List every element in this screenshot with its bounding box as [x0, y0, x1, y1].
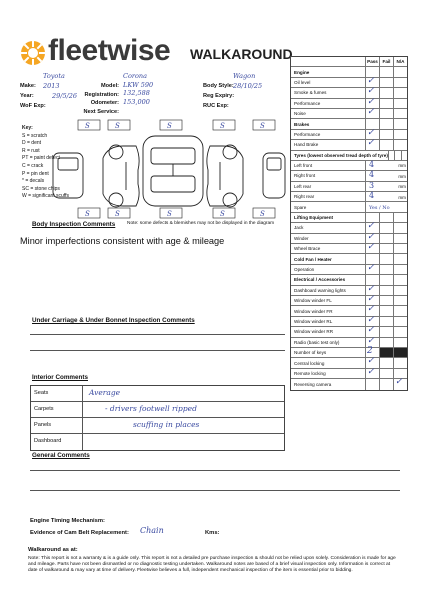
tick-mark: ✓	[367, 293, 375, 304]
field-value: Wagon	[233, 72, 256, 80]
tick-mark: ✓	[395, 377, 403, 388]
comment-line	[30, 470, 400, 471]
checklist-cell	[393, 119, 407, 128]
field-value: 153,000	[123, 97, 150, 106]
checklist-row	[291, 127, 407, 140]
interior-label: Seats	[31, 386, 83, 401]
checklist-label: Radio (basic test only)	[294, 339, 340, 345]
walkaround-date-label: Walkaround as at:	[28, 547, 78, 553]
body-inspection-title: Body Inspection Comments	[32, 221, 116, 228]
key-item: R = rust	[22, 147, 40, 154]
checklist-row	[291, 283, 407, 296]
tick-mark: ✓	[367, 96, 375, 107]
checklist-cell	[393, 67, 407, 76]
checklist-row	[291, 96, 407, 109]
tread-value: 4	[369, 191, 375, 201]
tick-mark: ✓	[367, 314, 375, 325]
diagram-mark: S	[85, 210, 90, 218]
brand-name: fleetwise	[48, 34, 171, 67]
checklist-label: Brakes	[294, 121, 310, 127]
body-inspection-comment: Minor imperfections consistent with age & mileage	[20, 236, 225, 246]
checklist-label: Window winder RR	[294, 329, 334, 335]
checklist-na-cell[interactable]	[393, 296, 407, 305]
vehicle-info-mid	[83, 72, 154, 115]
checklist-section	[291, 275, 407, 285]
checklist-na-cell[interactable]	[393, 234, 407, 243]
cam-belt-label: Evidence of Cam Belt Replacement:	[30, 530, 129, 536]
col-pass: Pass	[365, 57, 379, 66]
checklist-label: Wheel Brace	[294, 246, 321, 252]
checklist-fail-cell[interactable]	[379, 109, 393, 118]
checklist-label: Number of keys	[294, 350, 327, 356]
tread-cell	[365, 161, 407, 170]
checklist-label: Left rear	[294, 183, 312, 189]
checklist-fail-cell[interactable]	[379, 88, 393, 97]
tread-unit: mm	[398, 163, 406, 169]
diagram-mark: S	[167, 210, 172, 218]
tread-cell	[365, 171, 407, 180]
tread-cell	[365, 192, 407, 201]
checklist-label: Central locking	[294, 360, 325, 366]
fleetwise-logo-icon	[20, 40, 46, 66]
diagram-mark: S	[85, 122, 90, 130]
tread-unit: mm	[398, 194, 406, 200]
checklist-label: Tyres (lowest observed tread depth of tyre)	[294, 152, 388, 158]
checklist-row	[291, 182, 407, 192]
checklist-label: Performance	[294, 100, 321, 106]
checklist-row	[291, 140, 407, 150]
interior-table	[30, 385, 285, 451]
checklist-label: Smoke & fumes	[294, 90, 327, 96]
checklist-na-cell[interactable]	[393, 306, 407, 315]
tick-mark: ✓	[367, 325, 375, 336]
tick-mark: ✓	[367, 335, 375, 346]
field-label: WoF Exp:	[20, 103, 46, 109]
checklist-na-cell[interactable]	[393, 223, 407, 232]
tick-mark: ✓	[367, 221, 375, 232]
tread-value: 3	[369, 180, 375, 190]
field-label: RUC Exp:	[203, 103, 229, 109]
tread-cell	[365, 182, 407, 191]
checklist-fail-cell[interactable]	[379, 348, 393, 357]
document-title: WALKAROUND	[190, 46, 293, 62]
checklist-row	[291, 327, 407, 337]
checklist-fail-cell[interactable]	[379, 223, 393, 232]
checklist-row	[291, 161, 407, 171]
field-value: 132,588	[123, 89, 150, 97]
field-label: Body Style:	[203, 83, 234, 89]
tick-mark: ✓	[367, 127, 375, 138]
checklist-label: Spare	[294, 204, 307, 210]
checklist-cell	[393, 254, 407, 263]
field-label: Odometer:	[90, 100, 119, 106]
checklist-cell	[379, 275, 393, 284]
checklist-na-cell[interactable]	[393, 317, 407, 326]
checklist-fail-cell[interactable]	[379, 379, 393, 389]
checklist-pass-cell[interactable]	[365, 262, 379, 274]
diagram-mark: S	[220, 210, 225, 218]
checklist-fail-cell[interactable]	[379, 99, 393, 108]
field-label: Registration:	[84, 91, 119, 98]
checklist-na-cell[interactable]	[393, 78, 407, 87]
checklist-label: Performance	[294, 131, 321, 137]
checklist-label: Window winder FL	[294, 298, 332, 304]
checklist-label: Right rear	[294, 194, 315, 200]
tick-mark: ✓	[367, 231, 375, 242]
checklist-na-cell[interactable]	[393, 379, 407, 389]
checklist-fail-cell[interactable]	[379, 140, 393, 149]
engine-timing-label: Engine Timing Mechanism:	[30, 518, 105, 524]
diagram-mark: S	[115, 210, 120, 218]
checklist-row	[291, 75, 407, 88]
checklist-label: Electrical / Accessories	[294, 277, 346, 283]
checklist-pass-cell[interactable]	[365, 140, 379, 149]
checklist-row	[291, 106, 407, 119]
checklist-label: Operation	[294, 267, 315, 272]
checklist-label: Oil level	[294, 79, 311, 85]
checklist-fail-cell[interactable]	[379, 358, 393, 367]
checklist-cell	[379, 213, 393, 222]
field-label: Next Service:	[83, 108, 119, 115]
diagram-mark: S	[115, 122, 120, 130]
checklist-row	[291, 262, 407, 275]
diagram-mark: S	[260, 210, 265, 218]
checklist-label: Winder	[294, 235, 309, 241]
checklist-row	[291, 293, 407, 306]
checklist-cell	[393, 275, 407, 284]
checklist-fail-cell[interactable]	[379, 327, 393, 336]
checklist-label: Window winder RL	[294, 318, 333, 324]
interior-value: scuffing in places	[133, 420, 200, 429]
checklist-fail-cell[interactable]	[379, 338, 393, 347]
col-na: N/A	[393, 57, 407, 66]
checklist-section	[291, 213, 407, 223]
key-item: P = pin dent	[22, 170, 49, 177]
checklist-cell	[379, 119, 393, 128]
checklist-cell	[379, 67, 393, 76]
tick-mark: ✓	[367, 283, 375, 294]
checklist-label: Window winder FR	[294, 308, 333, 314]
checklist-row	[291, 314, 407, 327]
checklist-label: Dashboard warning lights	[294, 287, 346, 293]
checklist-fail-cell[interactable]	[379, 296, 393, 305]
tick-mark: ✓	[367, 356, 375, 367]
field-label: Model:	[100, 83, 119, 89]
key-item: C = crack	[22, 162, 44, 169]
checklist-row	[291, 223, 407, 233]
checklist-section	[291, 254, 407, 264]
checklist-label: Left front	[294, 163, 313, 169]
checklist-row	[291, 171, 407, 181]
checklist-section	[291, 119, 407, 129]
checklist-row	[291, 244, 407, 254]
field-label: Make:	[20, 83, 36, 89]
field-value: 2013	[43, 82, 60, 90]
comment-line	[30, 490, 400, 491]
checklist-section	[291, 67, 407, 77]
field-value: 29/5/26	[52, 92, 78, 100]
disclaimer: Note: This report is not a warranty & is a guide only. This report is not a detailed pre purchase inspection & should not be relied upon solely. Consideration is made for age and mileage. Parts have not been dismantled or no diagnostic testing undertaken. Walkaround notes are based of a brief visual inspection only. Information is correct at date of walkaround & may vary at time of delivery. Fleetwise believes a full, independent mechanical inspection of the item is essential prior to bidding.	[28, 556, 396, 574]
checklist-label: Hand Brake	[294, 142, 319, 148]
tick-mark: ✓	[367, 304, 375, 315]
checklist-na-cell[interactable]	[393, 358, 407, 367]
checklist-fail-cell[interactable]	[379, 78, 393, 87]
checklist-fail-cell[interactable]	[379, 306, 393, 315]
diagram-note: Note: some defects & blemishes may not be displayed in the diagram	[127, 221, 275, 226]
checklist-pass-cell[interactable]	[365, 244, 379, 253]
tick-mark: ✓	[367, 106, 375, 117]
tick-mark: ✓	[367, 242, 375, 253]
checklist-fail-cell[interactable]	[379, 234, 393, 243]
checklist-label: Noise	[294, 111, 306, 117]
interior-value: - drivers footwell ripped	[105, 404, 197, 413]
checklist-fail-cell[interactable]	[379, 130, 393, 139]
checklist-na-cell[interactable]	[393, 327, 407, 336]
checklist-row	[291, 345, 407, 358]
interior-value: Average	[89, 388, 121, 397]
general-comments-title: General Comments	[32, 452, 90, 459]
checklist-pass-cell[interactable]	[365, 366, 379, 378]
checklist-label: Remote locking	[294, 370, 326, 376]
key-item: S = scratch	[22, 132, 48, 139]
interior-title: Interior Comments	[32, 374, 88, 381]
under-carriage-title: Under Carriage & Under Bonnet Inspection Comments	[32, 317, 195, 324]
key-item: * = decals	[22, 178, 45, 185]
checklist-header	[291, 57, 407, 67]
comment-line	[30, 350, 285, 351]
checklist-fail-cell[interactable]	[379, 265, 393, 274]
key-item: SC = stone chips	[22, 185, 60, 192]
key-title: Key:	[22, 125, 33, 131]
checklist-row	[291, 379, 407, 389]
vehicle-info-left	[20, 72, 78, 109]
diagram-mark: S	[167, 122, 172, 130]
checklist-fail-cell[interactable]	[379, 317, 393, 326]
tick-mark: ✓	[367, 86, 375, 97]
checklist-na-cell[interactable]	[393, 348, 407, 357]
diagram-mark: S	[260, 122, 265, 130]
checklist-row	[291, 335, 407, 348]
key-item: D = dent	[22, 140, 42, 147]
tick-mark: ✓	[367, 366, 375, 377]
tick-mark: ✓	[367, 75, 375, 86]
checklist-na-cell[interactable]	[393, 88, 407, 97]
cam-belt-value: Chain	[140, 526, 164, 535]
tick-mark: ✓	[367, 138, 375, 149]
vehicle-info-right	[203, 72, 263, 109]
checklist-row	[291, 306, 407, 316]
inspection-checklist	[290, 56, 408, 391]
field-label: Reg Expiry:	[203, 93, 235, 99]
key-item: PT = paint defect	[22, 155, 60, 162]
field-label: Year:	[20, 93, 34, 99]
checklist-pass-cell[interactable]	[365, 379, 379, 389]
tread-unit: mm	[398, 173, 406, 179]
checklist-section	[291, 151, 407, 161]
checklist-fail-cell[interactable]	[379, 369, 393, 378]
interior-label: Dashboard	[31, 434, 83, 450]
checklist-na-cell[interactable]	[393, 265, 407, 274]
tread-value: 4	[369, 170, 375, 180]
field-value: 28/10/25	[233, 82, 263, 90]
checklist-label: Cold Fan / Heater	[294, 256, 332, 262]
checklist-row	[291, 202, 407, 212]
car-damage-diagram	[48, 118, 288, 220]
checklist-label: Right front	[294, 173, 316, 179]
key-item: W = significant scuffs	[22, 193, 70, 200]
field-value: LKW 590	[123, 80, 154, 89]
checklist-na-cell[interactable]	[393, 130, 407, 139]
interior-label: Carpets	[31, 402, 83, 417]
tread-cell	[365, 202, 407, 211]
checklist-cell	[401, 151, 407, 160]
checklist-label: Jack	[294, 225, 304, 231]
checklist-label: Reversing camera	[294, 381, 332, 387]
interior-label: Panels	[31, 418, 83, 433]
comment-line	[30, 334, 285, 335]
tread-value: 4	[369, 159, 375, 169]
checklist-na-cell[interactable]	[393, 140, 407, 149]
tread-unit: mm	[398, 184, 406, 190]
field-value: Corona	[123, 72, 147, 80]
checklist-row	[291, 231, 407, 244]
checklist-fail-cell[interactable]	[379, 286, 393, 295]
diagram-mark: S	[220, 122, 225, 130]
checklist-pass-cell[interactable]	[365, 106, 379, 118]
checklist-row	[291, 358, 407, 368]
checklist-label: Lifting Equipment	[294, 215, 334, 221]
checklist-na-cell[interactable]	[393, 244, 407, 253]
checklist-row	[291, 192, 407, 202]
checklist-fail-cell[interactable]	[379, 244, 393, 253]
checklist-row	[291, 366, 407, 379]
tick-mark: 2	[367, 345, 373, 356]
checklist-row	[291, 88, 407, 98]
checklist-na-cell[interactable]	[393, 286, 407, 295]
tick-mark: ✓	[367, 262, 375, 273]
checklist-cell	[379, 254, 393, 263]
field-value: Toyota	[43, 72, 65, 80]
checklist-na-cell[interactable]	[393, 338, 407, 347]
checklist-label: Engine	[294, 69, 310, 75]
checklist-na-cell[interactable]	[393, 109, 407, 118]
tread-value: Yes / No	[369, 204, 390, 211]
col-fail: Fail	[379, 57, 393, 66]
checklist-na-cell[interactable]	[393, 99, 407, 108]
kms-label: Kms:	[205, 530, 220, 536]
checklist-cell	[393, 213, 407, 222]
